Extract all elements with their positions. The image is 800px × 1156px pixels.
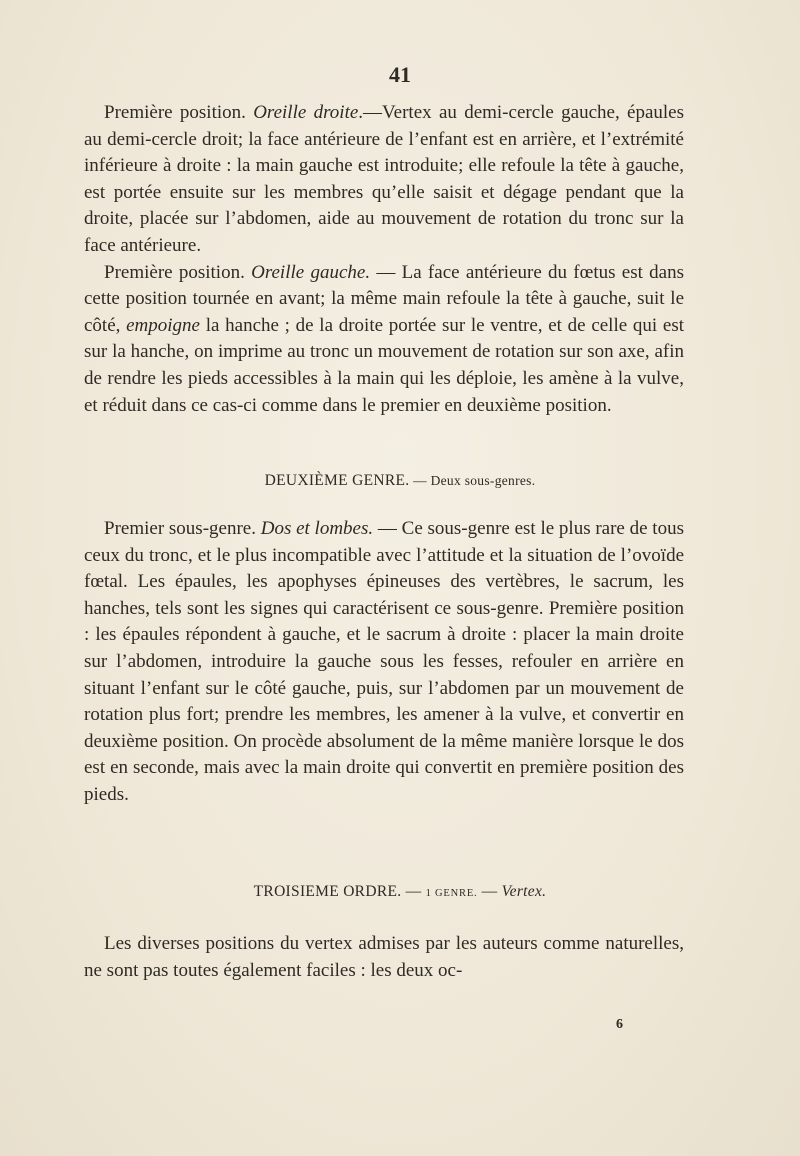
page-number: 41 — [389, 62, 411, 87]
paragraph-emphasis: empoigne — [126, 314, 200, 336]
paragraph-lead: Premier sous-genre. — [104, 518, 261, 539]
signature-mark: 6 — [616, 1017, 623, 1032]
paragraph-oreille-droite — [84, 100, 684, 260]
heading-title: DEUXIÈME GENRE. — [264, 472, 410, 489]
heading-separator: — — [401, 883, 426, 900]
paragraph-emphasis: Dos et lombes. — [260, 518, 374, 539]
paragraph-emphasis: Oreille droite — [253, 102, 359, 123]
heading-title: TROISIEME ORDRE. — [253, 883, 402, 900]
paragraph-lead: Première position. — [104, 102, 254, 123]
heading-subtitle: — Deux sous-genres. — [409, 473, 536, 488]
paragraph-emphasis: Oreille gauche. — [251, 261, 371, 283]
paragraph-body: — Ce sous-genre est le plus rare de tous ceux du tronc, et le plus incompatible avec l’attitude et la situation de l’ovoïde fœtal. Les épaules, les apophyses épineuses des vertèbres, le sacrum, les hanches, tels sont les signes qui caractérisent ce sous-genre. Première position : les épaules répondent à gauche, et le sacrum à droite : placer la main droite sur l’abdomen, introduire la gauche sous les fesses, refouler en arrière en situant l’enfant sur le côté gauche, puis, sur l’abdomen par un mouvement de rotation plus fort; prendre les membres, les amener à la vulve, et convertir en deuxième position. On procède absolument de la même manière lorsque le dos est en seconde, mais avec la main droite qui convertit en première position des pieds. — [84, 518, 684, 805]
section-oreille — [84, 100, 684, 419]
paragraph-body: — La face antérieure du fœtus est dans cette position tournée en avant; la même main refoule la tête à gauche, suit le côté, — [84, 261, 684, 336]
section-heading-deuxieme-genre — [0, 472, 800, 490]
section-vertex — [84, 931, 684, 984]
paragraph-body: la hanche ; de la droite portée sur le ventre, et de celle qui est sur la hanche, on imprime au tronc un mouvement de rotation sur son axe, afin de rendre les pieds accessibles à la main qui les déploie, les amène à la vulve, et réduit dans ce cas-ci comme dans le premier en deuxième position. — [84, 314, 684, 416]
section-dos-lombes — [84, 516, 684, 809]
paragraph-lead: Première position. — [104, 261, 252, 283]
section-heading-troisieme-ordre — [0, 883, 800, 901]
paragraph-vertex: Les diverses positions du vertex admises par les auteurs comme naturelles, ne sont pas toutes également faciles : les deux oc- — [84, 933, 684, 981]
heading-genre: 1 GENRE. — [425, 888, 478, 899]
paragraph-oreille-gauche — [84, 260, 684, 420]
heading-separator: — — [477, 883, 502, 900]
paragraph-dos-lombes — [84, 516, 684, 809]
heading-emphasis: Vertex. — [501, 883, 547, 900]
paragraph-body: .—Vertex au demi-cercle gauche, épaules au demi-cercle droit; la face antérieure de l’enfant est en arrière, et l’extrémité inférieure à droite : la main gauche est introduite; elle refoule la tête à gauche, est portée ensuite sur les membres qu’elle saisit et dégage pendant que la droite, placée sur l’abdomen, aide au mouvement de rotation du tronc sur la face antérieure. — [84, 102, 684, 256]
